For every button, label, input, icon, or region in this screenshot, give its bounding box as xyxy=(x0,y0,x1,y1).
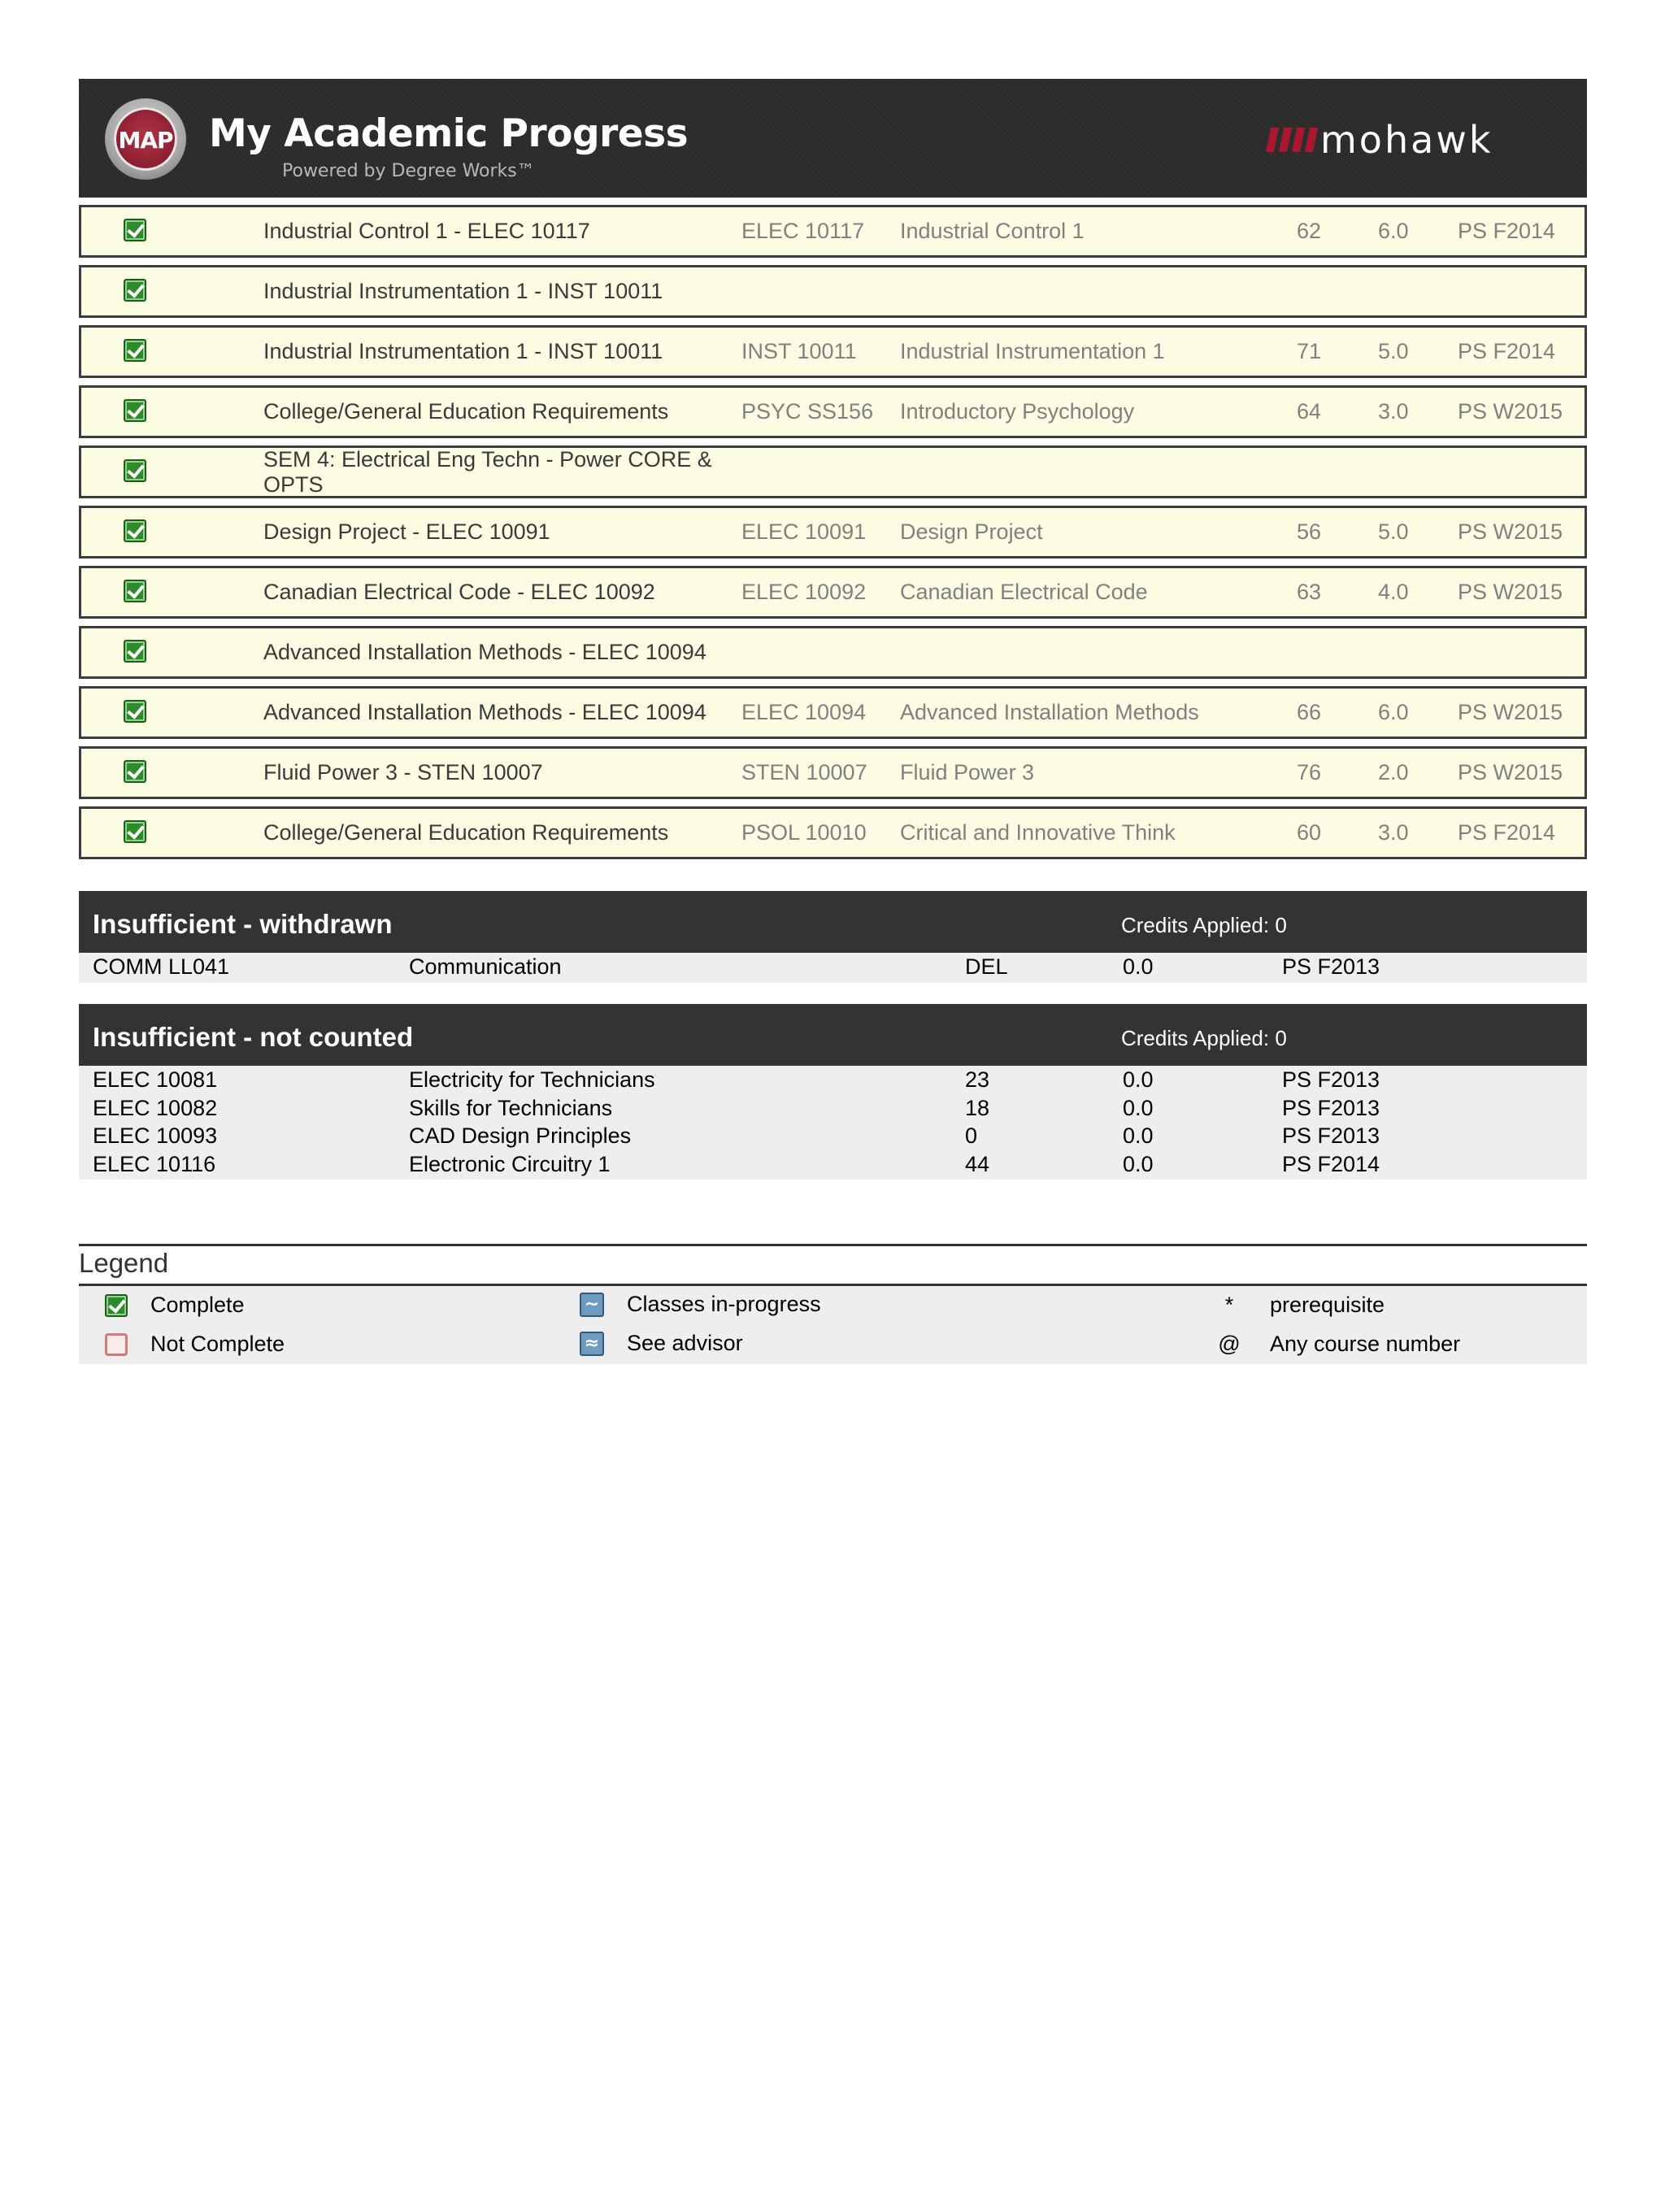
legend-prerequisite xyxy=(1213,1293,1385,1318)
course-title: Canadian Electrical Code xyxy=(900,580,1148,604)
requirement-name: Fluid Power 3 - STEN 10007 xyxy=(263,760,543,784)
complete-check-icon xyxy=(124,580,146,602)
legend-label: Any course number xyxy=(1270,1332,1461,1356)
app-title: My Academic Progress xyxy=(209,111,689,156)
course-title: Introductory Psychology xyxy=(900,399,1135,424)
requirement-name: Advanced Installation Methods - ELEC 10094 xyxy=(263,640,706,664)
requirement-name: Industrial Control 1 - ELEC 10117 xyxy=(263,219,590,243)
complete-check-icon xyxy=(124,700,146,723)
term: PS W2015 xyxy=(1458,519,1563,544)
any-course-symbol: @ xyxy=(1218,1332,1241,1356)
credits: 3.0 xyxy=(1378,399,1409,424)
course-code: ELEC 10081 xyxy=(93,1067,218,1092)
term: PS F2013 xyxy=(1282,1123,1380,1148)
course-code: ELEC 10093 xyxy=(93,1123,218,1148)
credits: 2.0 xyxy=(1378,760,1409,784)
credits-applied: Credits Applied: 0 xyxy=(1121,913,1287,937)
requirement-row xyxy=(79,325,1587,378)
requirement-row xyxy=(79,506,1587,558)
legend-see-advisor xyxy=(580,1331,743,1356)
grade: DEL xyxy=(965,954,1008,979)
complete-check-icon xyxy=(124,640,146,663)
credits: 0.0 xyxy=(1123,1095,1154,1120)
course-code: ELEC 10094 xyxy=(741,700,867,724)
term: PS F2013 xyxy=(1282,1067,1380,1092)
course-code: PSOL 10010 xyxy=(741,820,867,845)
credits: 0.0 xyxy=(1123,1151,1154,1176)
credits-applied: Credits Applied: 0 xyxy=(1121,1026,1287,1050)
credits: 5.0 xyxy=(1378,339,1409,363)
map-logo xyxy=(105,98,186,180)
grade: 76 xyxy=(1297,760,1322,784)
course-code: ELEC 10091 xyxy=(741,519,867,544)
requirement-row xyxy=(79,566,1587,619)
complete-check-icon xyxy=(105,1294,128,1317)
legend-any-course xyxy=(1213,1332,1460,1357)
course-code: ELEC 10082 xyxy=(93,1095,218,1120)
course-title: Critical and Innovative Think xyxy=(900,820,1176,845)
legend-label: Complete xyxy=(150,1293,245,1317)
term: PS W2015 xyxy=(1458,700,1563,724)
grade: 56 xyxy=(1297,519,1322,544)
requirement-row xyxy=(79,746,1587,799)
section-header xyxy=(79,1004,1587,1066)
grade: 64 xyxy=(1297,399,1322,424)
course-title: Design Project xyxy=(900,519,1043,544)
section-header xyxy=(79,891,1587,953)
course-code: INST 10011 xyxy=(741,339,857,363)
course-title: Skills for Technicians xyxy=(409,1095,613,1120)
legend-title: Legend xyxy=(79,1244,1587,1286)
requirements-table xyxy=(79,205,1587,867)
map-logo-text: MAP xyxy=(118,127,173,154)
app-header xyxy=(79,79,1587,198)
grade: 66 xyxy=(1297,700,1322,724)
insufficient-withdrawn-section xyxy=(79,891,1587,983)
course-code: COMM LL041 xyxy=(93,954,230,979)
requirement-row xyxy=(79,686,1587,739)
course-title: Communication xyxy=(409,954,562,979)
course-code: ELEC 10116 xyxy=(93,1151,216,1176)
course-code: PSYC SS156 xyxy=(741,399,874,424)
grade: 60 xyxy=(1297,820,1322,845)
term: PS W2015 xyxy=(1458,760,1563,784)
complete-check-icon xyxy=(124,279,146,302)
complete-check-icon xyxy=(124,820,146,843)
list-item xyxy=(79,953,1587,981)
grade: 63 xyxy=(1297,580,1322,604)
insufficient-not-counted-section xyxy=(79,1004,1587,1180)
grade: 44 xyxy=(965,1151,990,1176)
grade: 23 xyxy=(965,1067,990,1092)
in-progress-icon: ~ xyxy=(580,1293,604,1317)
term: PS W2015 xyxy=(1458,399,1563,424)
requirement-name: College/General Education Requirements xyxy=(263,399,669,424)
course-title: Industrial Instrumentation 1 xyxy=(900,339,1165,363)
list-item xyxy=(79,1122,1587,1150)
course-title: CAD Design Principles xyxy=(409,1123,632,1148)
term: PS F2014 xyxy=(1458,219,1556,243)
legend-label: Not Complete xyxy=(150,1332,285,1356)
term: PS F2014 xyxy=(1282,1151,1380,1176)
course-title: Industrial Control 1 xyxy=(900,219,1085,243)
requirement-name: Advanced Installation Methods - ELEC 10094 xyxy=(263,700,706,724)
grade: 71 xyxy=(1297,339,1322,363)
complete-check-icon xyxy=(124,760,146,783)
requirement-row xyxy=(79,265,1587,318)
term: PS W2015 xyxy=(1458,580,1563,604)
credits: 4.0 xyxy=(1378,580,1409,604)
section-title: Insufficient - withdrawn xyxy=(93,909,393,939)
credits: 6.0 xyxy=(1378,700,1409,724)
course-title: Electricity for Technicians xyxy=(409,1067,655,1092)
grade: 62 xyxy=(1297,219,1322,243)
list-item xyxy=(79,1150,1587,1179)
requirement-row xyxy=(79,806,1587,859)
credits: 0.0 xyxy=(1123,954,1154,979)
credits: 3.0 xyxy=(1378,820,1409,845)
legend-complete xyxy=(105,1293,245,1318)
course-code: ELEC 10092 xyxy=(741,580,867,604)
app-subtitle: Powered by Degree Works™ xyxy=(282,161,535,181)
list-item xyxy=(79,1066,1587,1094)
credits: 0.0 xyxy=(1123,1123,1154,1148)
prerequisite-symbol: * xyxy=(1224,1293,1234,1317)
mohawk-logo-mark xyxy=(1263,128,1312,152)
mohawk-logo-text: mohawk xyxy=(1320,118,1493,162)
course-title: Advanced Installation Methods xyxy=(900,700,1199,724)
see-advisor-icon: ≈ xyxy=(580,1332,604,1356)
requirement-name: Industrial Instrumentation 1 - INST 10011 xyxy=(263,279,663,303)
requirement-name: Industrial Instrumentation 1 - INST 10011 xyxy=(263,339,663,363)
course-title: Fluid Power 3 xyxy=(900,760,1035,784)
term: PS F2014 xyxy=(1458,820,1556,845)
course-code: STEN 10007 xyxy=(741,760,867,784)
legend-label: Classes in-progress xyxy=(627,1292,821,1316)
term: PS F2013 xyxy=(1282,1095,1380,1120)
credits: 6.0 xyxy=(1378,219,1409,243)
course-title: Electronic Circuitry 1 xyxy=(409,1151,611,1176)
legend-in-progress xyxy=(580,1292,821,1317)
legend-not-complete xyxy=(105,1332,285,1357)
requirement-name: College/General Education Requirements xyxy=(263,820,669,845)
credits: 5.0 xyxy=(1378,519,1409,544)
complete-check-icon xyxy=(124,519,146,542)
requirement-name: Design Project - ELEC 10091 xyxy=(263,519,550,544)
requirement-row xyxy=(79,385,1587,438)
complete-check-icon xyxy=(124,339,146,362)
legend-label: See advisor xyxy=(627,1331,743,1355)
requirement-row xyxy=(79,626,1587,679)
requirement-row xyxy=(79,205,1587,258)
requirement-name: SEM 4: Electrical Eng Techn - Power CORE & OPTS xyxy=(263,446,712,497)
legend xyxy=(79,1244,1587,1364)
empty-checkbox-icon xyxy=(105,1333,128,1356)
legend-label: prerequisite xyxy=(1270,1293,1385,1317)
section-title: Insufficient - not counted xyxy=(93,1022,414,1052)
term: PS F2013 xyxy=(1282,954,1380,979)
course-code: ELEC 10117 xyxy=(741,219,865,243)
requirement-name: Canadian Electrical Code - ELEC 10092 xyxy=(263,580,655,604)
grade: 18 xyxy=(965,1095,990,1120)
grade: 0 xyxy=(965,1123,978,1148)
requirement-row xyxy=(79,445,1587,498)
term: PS F2014 xyxy=(1458,339,1556,363)
complete-check-icon xyxy=(124,219,146,241)
list-item xyxy=(79,1094,1587,1123)
complete-check-icon xyxy=(124,399,146,422)
complete-check-icon xyxy=(124,459,146,482)
credits: 0.0 xyxy=(1123,1067,1154,1092)
